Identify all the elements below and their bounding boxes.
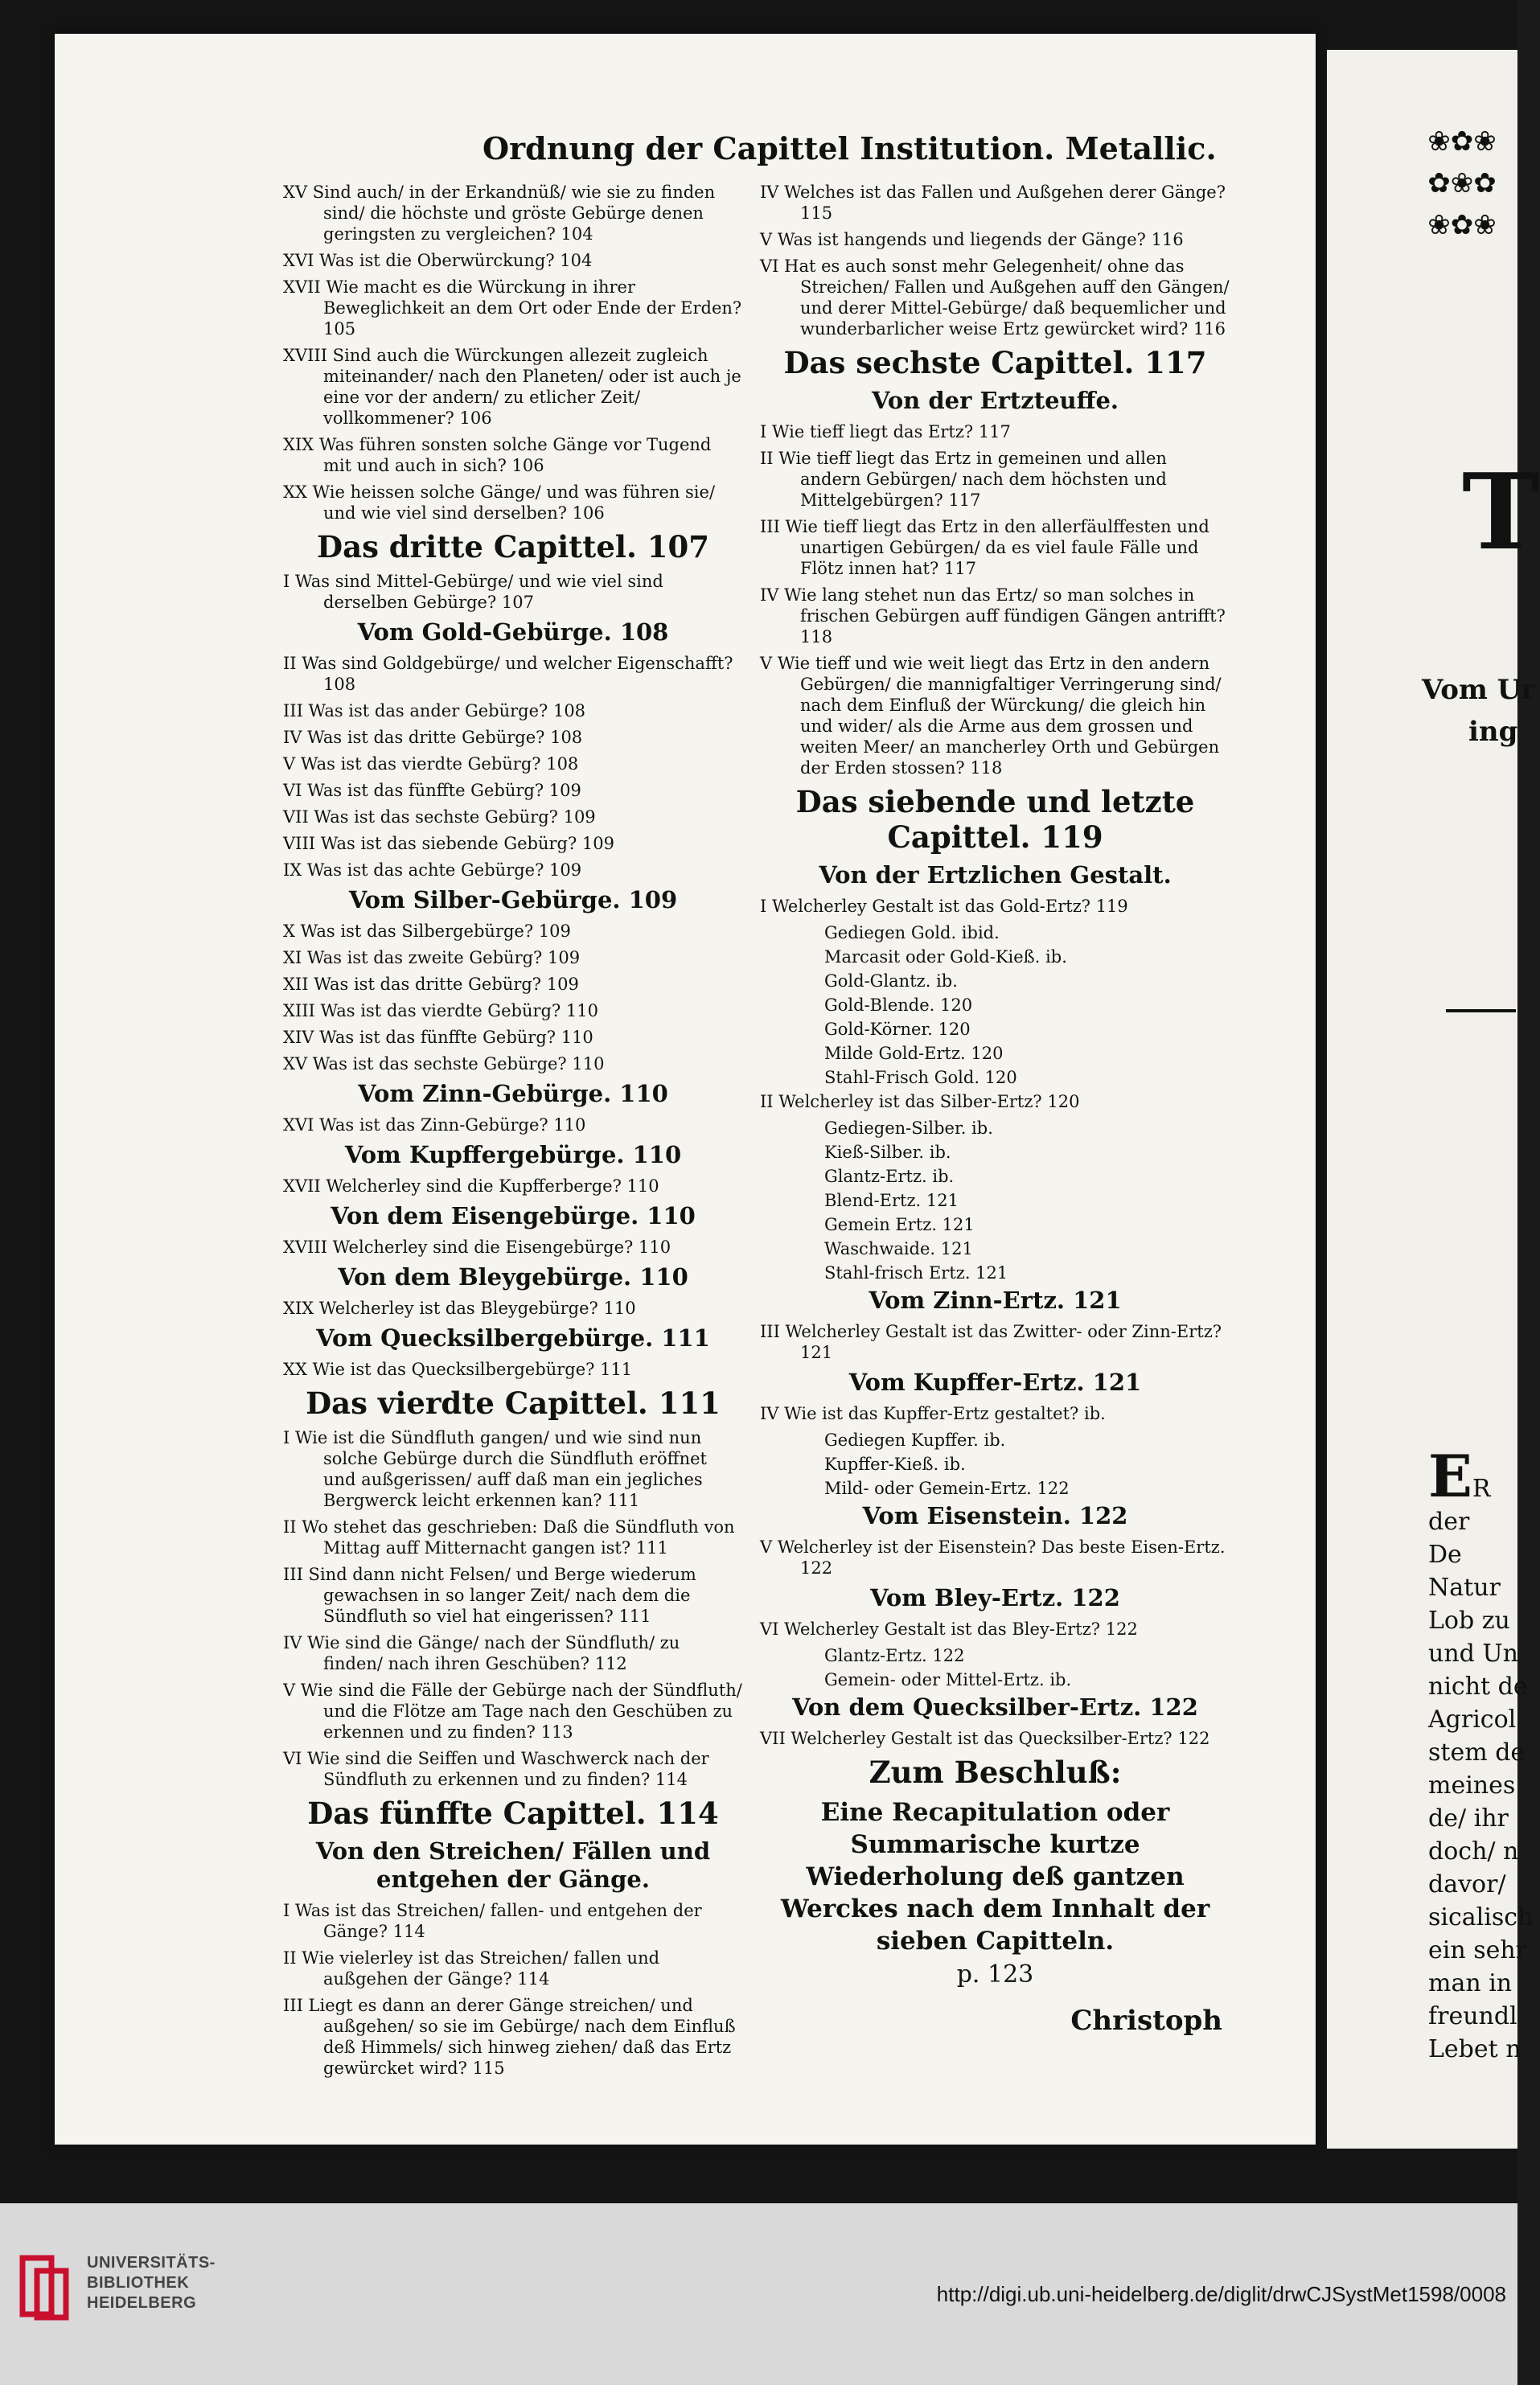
body-line: stem de	[1428, 1738, 1526, 1767]
chapter-heading: Das fünffte Capittel. 114	[307, 1796, 719, 1831]
toc-entry: XVIII Welcherley sind die Eisengebürge? 110	[283, 1238, 671, 1257]
toc-entry: XV Sind auch/ in der Erkandnüß/ wie sie zu finden sind/ die höchste und gröste Gebürge denen geringsten zu vergleichen? 104	[283, 183, 716, 244]
toc-entry: XX Wie heissen solche Gänge/ und was führen sie/ und wie viel sind derselben? 106	[283, 482, 716, 523]
toc-entry: IV Was ist das dritte Gebürge? 108	[283, 728, 583, 747]
body-line: R	[1472, 1475, 1491, 1503]
ore-list-item: Gediegen Gold. ibid.	[824, 923, 1000, 942]
library-logo-text[interactable]	[87, 2253, 216, 2313]
ore-list-item: Stahl-Frisch Gold. 120	[824, 1068, 1017, 1087]
body-line: sicalisch	[1428, 1903, 1534, 1931]
toc-right-column	[760, 182, 1230, 2037]
toc-entry: IV Wie lang stehet nun das Ertz/ so man solches in frischen Gebürgen auff fündigen Gängen antrifft? 118	[760, 585, 1226, 647]
conclusion-heading: Zum Beschluß:	[869, 1755, 1122, 1790]
body-line: meines	[1428, 1771, 1516, 1800]
body-line: man in	[1428, 1969, 1513, 1997]
section-heading: Von dem Eisengebürge. 110	[331, 1202, 696, 1229]
ore-list-item: Milde Gold-Ertz. 120	[824, 1044, 1004, 1063]
body-line: Agricol	[1428, 1706, 1517, 1734]
toc-left-column	[283, 182, 743, 2084]
toc-entry: XI Was ist das zweite Gebürg? 109	[283, 948, 581, 967]
body-line: davor/	[1428, 1870, 1506, 1899]
body-line: doch/ n	[1428, 1837, 1519, 1866]
toc-entry: VII Welcherley Gestalt ist das Quecksilber-Ertz? 122	[760, 1729, 1210, 1748]
toc-entry: XV Was ist das sechste Gebürge? 110	[283, 1054, 605, 1073]
body-line: ein sehr	[1428, 1936, 1528, 1964]
drop-cap: E	[1428, 1442, 1472, 1510]
toc-entry: III Liegt es dann an derer Gänge streichen/ und außgehen/ so sie im Gebürge/ nach dem Einfluß deß Himmels/ sich hinweg ziehen/ daß das Ertz gewürcket wird? 115	[283, 1996, 736, 2078]
toc-entry: III Welcherley Gestalt ist das Zwitter- oder Zinn-Ertz? 121	[760, 1322, 1222, 1362]
logo-line: HEIDELBERG	[87, 2294, 197, 2312]
section-heading: Vom Zinn-Ertz. 121	[869, 1287, 1122, 1314]
section-heading: Vom Quecksilbergebürge. 111	[316, 1324, 710, 1352]
section-heading: Von den Streichen/ Fällen und entgehen der Gänge.	[315, 1837, 711, 1893]
toc-entry: VIII Was ist das siebende Gebürg? 109	[283, 834, 615, 853]
toc-entry: VI Hat es auch sonst mehr Gelegenheit/ ohne das Streichen/ Fallen und Außgehen auff den Gängen/ und derer Mittel-Gebürge/ daß bequemlicher und wunderbarlicher weise Ertz gewürcket wird? 116	[760, 257, 1230, 339]
toc-entry: I Wie tieff liegt das Ertz? 117	[760, 422, 1011, 441]
ore-list-item: Blend-Ertz. 121	[824, 1191, 959, 1210]
ore-list-item: Mild- oder Gemein-Ertz. 122	[824, 1479, 1070, 1498]
toc-entry: XVII Wie macht es die Würckung in ihrer Beweglichkeit an dem Ort oder Ende der Erden? 105	[283, 277, 742, 339]
toc-entry: III Was ist das ander Gebürge? 108	[283, 701, 586, 720]
toc-entry: XIX Was führen sonsten solche Gänge vor Tugend mit und auch in sich? 106	[283, 435, 712, 475]
ore-list-item: Gediegen-Silber. ib.	[824, 1119, 993, 1138]
ore-list-item: Stahl-frisch Ertz. 121	[824, 1263, 1008, 1283]
toc-entry: IV Wie sind die Gänge/ nach der Sündfluth/ zu finden/ nach ihren Geschüben? 112	[283, 1633, 680, 1673]
toc-entry: II Was sind Goldgebürge/ und welcher Eigenschafft? 108	[283, 654, 733, 694]
body-line: de/ ihr	[1428, 1804, 1509, 1833]
body-text-cropped	[1428, 1442, 1534, 2066]
permalink-url[interactable]: http://digi.ub.uni-heidelberg.de/diglit/drwCJSystMet1598/0008	[936, 2282, 1506, 2306]
toc-entry: V Was ist das vierdte Gebürg? 108	[283, 754, 579, 774]
ore-list-item: Glantz-Ertz. 122	[824, 1646, 965, 1665]
body-line: De	[1428, 1541, 1462, 1569]
section-heading: Vom Zinn-Gebürge. 110	[358, 1080, 668, 1107]
ore-list-item: Kupffer-Kieß. ib.	[824, 1455, 966, 1474]
toc-entry: IV Wie ist das Kupffer-Ertz gestaltet? ib.	[760, 1404, 1106, 1423]
recapitulation-text: Eine Recapitulation oder Summarische kurtze Wiederholung deß gantzen Werckes nach dem Innhalt der sieben Capitteln.	[780, 1798, 1210, 1956]
catchword: Christoph	[1070, 2005, 1222, 2037]
toc-entry: IX Was ist das achte Gebürge? 109	[283, 860, 582, 880]
title-line: Vom Ur	[1422, 674, 1536, 706]
body-line: freundl	[1428, 2002, 1517, 2030]
toc-entry: VII Was ist das sechste Gebürg? 109	[283, 807, 596, 827]
ore-list-item: Waschwaide. 121	[824, 1239, 973, 1258]
chapter-heading: Das siebende und letzte Capittel. 119	[795, 784, 1195, 855]
section-heading: Vom Eisenstein. 122	[862, 1502, 1128, 1529]
title-initial: T	[1462, 450, 1540, 573]
toc-entry: V Wie sind die Fälle der Gebürge nach der Sündfluth/ und die Flötze am Tage nach den Geschüben zu erkennen und zu finden? 113	[283, 1681, 742, 1742]
toc-entry: XII Was ist das dritte Gebürg? 109	[283, 975, 579, 994]
toc-entry: V Welcherley ist der Eisenstein? Das beste Eisen-Ertz. 122	[760, 1537, 1226, 1578]
title-line: ing	[1468, 716, 1518, 748]
chapter-heading: Das sechste Capittel. 117	[783, 345, 1207, 380]
section-heading: Von dem Bleygebürge. 110	[338, 1263, 688, 1291]
toc-entry: V Was ist hangends und liegends der Gänge? 116	[760, 230, 1184, 249]
body-line: Lebet n	[1428, 2035, 1522, 2063]
toc-entry: XVIII Sind auch die Würckungen allezeit zugleich miteinander/ nach den Planeten/ oder ist auch je eine vor der andern/ zu etlicher Zeit/ vollkommener? 106	[283, 346, 741, 428]
ore-list-item: Gold-Glantz. ib.	[824, 971, 958, 991]
toc-entry: VI Wie sind die Seiffen und Waschwerck nach der Sündfluth zu erkennen und zu finden? 114	[283, 1749, 709, 1789]
toc-entry: I Welcherley Gestalt ist das Gold-Ertz? 119	[760, 897, 1128, 916]
ore-list-item: Gediegen Kupffer. ib.	[824, 1431, 1006, 1450]
page-reference: p. 123	[956, 1960, 1034, 1989]
toc-entry: XX Wie ist das Quecksilbergebürge? 111	[283, 1360, 633, 1379]
toc-entry: II Wo stehet das geschrieben: Daß die Sündfluth von Mittag auff Mitternacht gangen ist? 111	[283, 1517, 735, 1558]
toc-entry: XIX Welcherley ist das Bleygebürge? 110	[283, 1299, 636, 1318]
toc-entry: XVI Was ist die Oberwürckung? 104	[283, 251, 593, 270]
toc-entry: III Wie tieff liegt das Ertz in den allerfäulffesten und unartigen Gebürgen/ da es viel faule Fälle und Flötz innen hat? 117	[760, 517, 1209, 578]
section-heading: Vom Bley-Ertz. 122	[870, 1584, 1120, 1611]
toc-entry: IV Welches ist das Fallen und Außgehen derer Gänge? 115	[760, 183, 1226, 223]
ore-list-item: Gemein- oder Mittel-Ertz. ib.	[824, 1670, 1072, 1689]
body-line: der	[1428, 1508, 1470, 1536]
toc-entry: III Sind dann nicht Felsen/ und Berge wiederum gewachsen in so langer Zeit/ nach dem die Sündfluth so viel hat eingerissen? 111	[283, 1565, 696, 1626]
section-heading: Von der Ertzlichen Gestalt.	[819, 861, 1172, 889]
body-line: nicht de	[1428, 1673, 1528, 1701]
toc-entry: VI Welcherley Gestalt ist das Bley-Ertz? 122	[760, 1619, 1138, 1639]
logo-line: UNIVERSITÄTS-	[87, 2254, 216, 2272]
toc-entry: XIV Was ist das fünffte Gebürg? 110	[283, 1028, 593, 1047]
section-heading: Vom Gold-Gebürge. 108	[357, 618, 669, 646]
body-line: und Un	[1428, 1640, 1518, 1668]
ore-list-item: Gold-Blende. 120	[824, 995, 973, 1015]
section-heading: Vom Kupffergebürge. 110	[344, 1141, 682, 1168]
running-head: Ordnung der Capittel Institution. Metallic.	[483, 130, 1217, 166]
toc-entry: II Welcherley ist das Silber-Ertz? 120	[760, 1092, 1080, 1111]
section-heading: Vom Silber-Gebürge. 109	[348, 886, 678, 913]
section-heading: Von dem Quecksilber-Ertz. 122	[792, 1693, 1198, 1721]
chapter-heading: Das vierdte Capittel. 111	[306, 1385, 721, 1421]
toc-entry: X Was ist das Silbergebürge? 109	[283, 922, 571, 941]
ore-list-item: Gemein Ertz. 121	[824, 1215, 975, 1234]
toc-entry: I Wie ist die Sündfluth gangen/ und wie sind nun solche Gebürge durch die Sündfluth eröffnet und außgerissen/ auff daß man ein jegliches Bergwerck leicht erkennen kan? 111	[283, 1428, 707, 1510]
library-logo-icon[interactable]	[18, 2252, 74, 2324]
body-line: Natur	[1428, 1574, 1501, 1602]
logo-line: BIBLIOTHEK	[87, 2274, 190, 2292]
ore-list-item: Gold-Körner. 120	[824, 1020, 971, 1039]
title-rule	[1446, 1009, 1516, 1012]
toc-entry: XIII Was ist das vierdte Gebürg? 110	[283, 1001, 598, 1020]
toc-entry: II Wie tieff liegt das Ertz in gemeinen und allen andern Gebürgen/ nach dem höchsten und Mittelgebürgen? 117	[760, 449, 1167, 510]
toc-entry: II Wie vielerley ist das Streichen/ fallen und außgehen der Gänge? 114	[283, 1948, 660, 1989]
section-heading: Von der Ertzteuffe.	[872, 387, 1119, 414]
ore-list-item: Marcasit oder Gold-Kieß. ib.	[824, 947, 1067, 967]
ornament-icon: ❀✿❀ ✿❀✿ ❀✿❀	[1427, 125, 1497, 241]
ore-list-item: Glantz-Ertz. ib.	[824, 1167, 955, 1186]
body-line: Lob zu	[1428, 1607, 1510, 1635]
chapter-heading: Das dritte Capittel. 107	[317, 529, 709, 564]
toc-entry: I Was ist das Streichen/ fallen- und entgehen der Gänge? 114	[283, 1901, 702, 1941]
toc-entry: VI Was ist das fünffte Gebürg? 109	[283, 781, 581, 800]
toc-entry: XVII Welcherley sind die Kupfferberge? 110	[283, 1176, 659, 1196]
section-heading: Vom Kupffer-Ertz. 121	[848, 1369, 1142, 1396]
toc-entry: I Was sind Mittel-Gebürge/ und wie viel sind derselben Gebürge? 107	[283, 572, 663, 612]
toc-entry: V Wie tieff und wie weit liegt das Ertz in den andern Gebürgen/ die mannigfaltiger Verringerung sind/ nach dem Einfluß der Würckung/ die gleich hin und wider/ als die Arme aus dem grossen und weiten Meer/ an mancherley Orth und Gebürgen der Erden stossen? 118	[760, 654, 1222, 778]
toc-entry: XVI Was ist das Zinn-Gebürge? 110	[283, 1115, 586, 1135]
ore-list-item: Kieß-Silber. ib.	[824, 1143, 951, 1162]
